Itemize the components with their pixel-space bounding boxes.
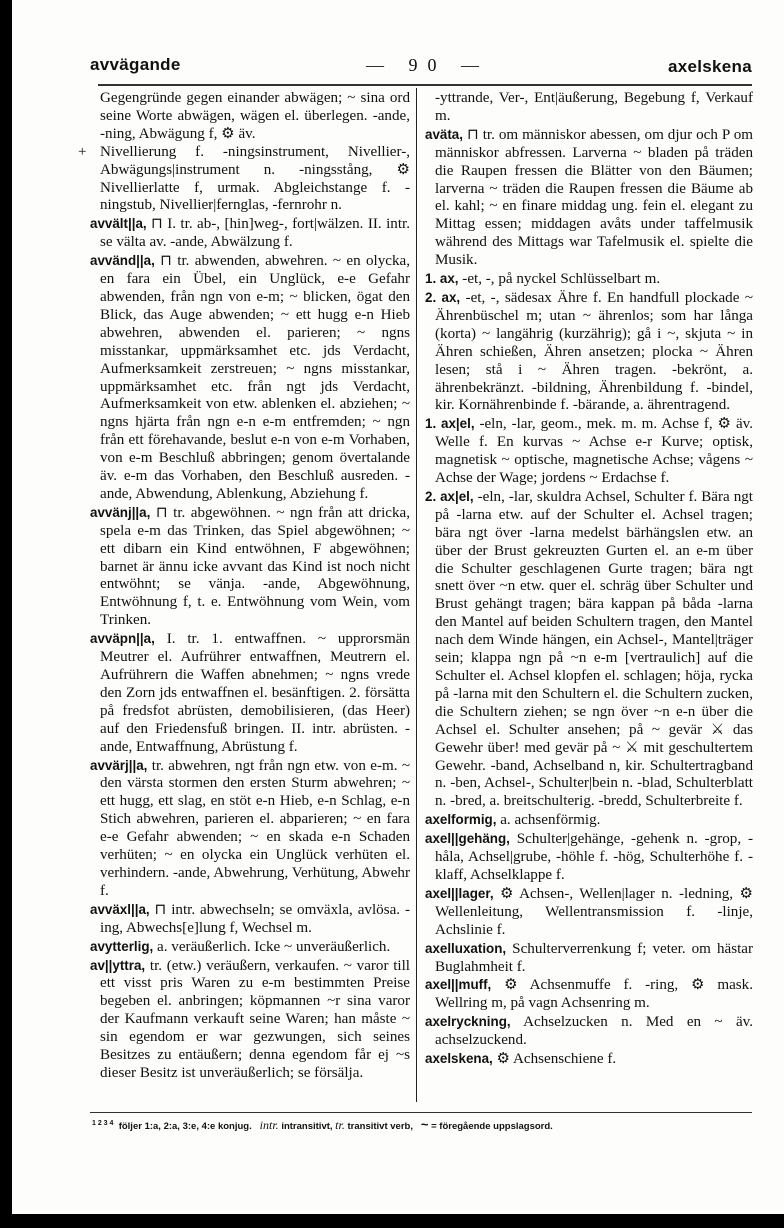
footer-rule (90, 1112, 752, 1113)
dictionary-entry (425, 830, 753, 885)
header-rule (98, 84, 752, 86)
entry-headword: axelluxation, (425, 940, 507, 956)
entry-headword: 1. ax|el, (425, 416, 475, 432)
dictionary-entry (425, 811, 753, 830)
entry-text: Nivellierung f. -ningsinstrument, Nivellier-, Abwägungs|instrument n. -ningsstång, ⚙ Nivellierlatte f, urmak. Abgleichstange f. -ningstub, Nivellier|fernglas, -fernrohr n. (100, 143, 410, 214)
entry-text: ⊓ I. tr. ab-, [hin]weg-, fort|wälzen. II. intr. se välta av. -ande, Abwälzung f. (100, 216, 410, 251)
dictionary-entry (425, 415, 753, 488)
dictionary-entry (425, 1050, 753, 1069)
dictionary-entry (90, 938, 410, 957)
dictionary-entry (425, 270, 753, 289)
entry-text: Gegengründe gegen einander abwägen; ~ sina ord seine Worte abwägen, wägen el. überlegen. -ande, -ning, Abwägung f, ⚙ äv. (100, 90, 410, 142)
entry-headword: avytterlig, (90, 938, 154, 954)
right-column (425, 90, 753, 1069)
right-guide-word: axelskena (668, 57, 752, 76)
entry-text: -eln, -lar, skuldra Achsel, Schulter f. Bära ngt på -larna etw. auf der Schulter el. Achsel tragen; bära ngt över -larna medelst bärhängslen etw. an über der Brust gekreuzten Gurten el. an e-m über die Schulter geschlagenen Gurte tragen; bära ngt snett över ~n etw. quer el. schräg über Schulter und Brust gehängt tragen; bära kappan på båda -larna den Mantel auf beiden Schultern tragen, den Mantel nach dem Winde hängen, ein Achsel-, Mantel|träger sein; klappa ngn på ~n e-m [vertraulich] auf die Schulter el. Achsel klopfen el. schlagen; höja, rycka på -larna mit den Schultern el. die Schultern zucken, die Schultern ziehen; se ngn över ~n e-n über die Achsel el. Schulter ansehen; på ~ gevär ⚔ das Gewehr über! med gevär på ~ ⚔ mit geschultertem Gewehr. -band, Achselband n, kir. Schultertragband n. -ben, Achsel-, Schulter|bein n. -blad, Schulterblatt n. -bred, a. breitschulterig. -bredd, Schulterbreite f. (435, 488, 753, 810)
dictionary-entry (425, 940, 753, 977)
entry-text: ⚙ Achsenschiene f. (496, 1051, 617, 1068)
dictionary-entry (90, 901, 410, 938)
dictionary-entry (425, 90, 753, 126)
entry-headword: avväxl||a, (90, 901, 150, 917)
entry-text: Achselzucken n. Med en ~ äv. achselzuckend. (435, 1014, 753, 1049)
tr-abbreviation: tr. (335, 1118, 345, 1132)
entry-text: Schulter|gehänge, -gehenk n. -grop, -håla, Achsel|grube, -höhle f. -hög, Schulterhöhe f. -klaff, Achselklappe f. (435, 831, 753, 883)
entry-text: ⚙ Achsen-, Wellen|lager n. -ledning, ⚙ Wellenleitung, Wellentransmission f. -linje, Achslinie f. (435, 885, 753, 938)
conjugation-note: följer 1:a, 2:a, 3:e, 4:e konjug. (118, 1121, 252, 1132)
entry-headword: avvärj||a, (90, 757, 148, 773)
dictionary-entry (90, 215, 410, 252)
dictionary-entry (425, 488, 753, 811)
dictionary-entry (425, 289, 753, 415)
entry-headword: 2. ax|el, (425, 488, 474, 504)
entry-headword: axel||lager, (425, 885, 494, 901)
dictionary-entry (90, 630, 410, 756)
entry-text: tr. (etw.) veräußern, verkaufen. ~ varor till ett visst pris Waren zu e-m bestimmten Preise begeben el. anbringen; köpmannen ~r sina varor der Kaufmann verkauft seine Waren; han måste ~ sin egendom er war gezwungen, sich seines Besitzes zu entäußern; denna egendom får ej ~s dieser Besitz ist unveräußerlich; se försälja. (100, 957, 411, 1081)
dictionary-entry (425, 976, 753, 1013)
entry-text: Schulterverrenkung f; veter. om hästar Buglahmheit f. (435, 940, 754, 975)
page-header (90, 55, 752, 81)
entry-headword: avväpn||a, (90, 631, 155, 647)
entry-headword: axelskena, (425, 1051, 493, 1067)
entry-text: ⊓ tr. abgewöhnen. ~ ngn från att dricka, spela e-m das Trinken, das Spiel abgewöhnen; ~ ett dibarn ein Kind entwöhnen, F abgewöhnen; barnet är ännu icke avvant das Kind ist noch nicht entwöhnt; se vänja. -ande, Abgewöhnung, Entwöhnung f, t. e. Entwöhnung vom Wein, vom Trinken. (100, 504, 410, 629)
entry-headword: avvält||a, (90, 216, 147, 232)
dictionary-entry (90, 252, 410, 504)
dictionary-entry (78, 143, 410, 216)
entry-headword: axel||muff, (425, 977, 492, 993)
dictionary-entry (425, 885, 753, 940)
left-column (78, 90, 411, 1083)
intr-meaning: intransitivt, (281, 1121, 333, 1132)
entry-headword: aväta, (425, 126, 463, 142)
tilde-icon: ~ (420, 1117, 429, 1132)
tilde-meaning: = föregående uppslagsord. (431, 1121, 553, 1132)
entry-text: -et, -, på nyckel Schlüsselbart m. (462, 271, 661, 288)
entry-headword: av||yttra, (90, 957, 146, 973)
entry-headword: avvänj||a, (90, 504, 151, 520)
page-number: — 90 — (366, 55, 489, 75)
entry-headword: avvänd||a, (90, 253, 155, 269)
plus-marker-icon: + (78, 143, 87, 160)
abbreviation-footer (92, 1117, 752, 1133)
entry-text: a. achsenförmig. (500, 812, 601, 829)
entry-text: I. tr. 1. entwaffnen. ~ upprorsmän Meutrer el. Aufrührer entwaffnen, Meutrern el. Aufrührern die Waffen abnehmen; ~ ngns vrede den Zorn jds entwaffnen el. besänftigen. 2. försätta på fredsfot abrüsten, demobilisieren, (das Heer) auf den Friedensfuß bringen. II. intr. abrüsten. -ande, Entwaffnung, Abrüstung f. (100, 631, 410, 755)
dictionary-entry (90, 90, 410, 144)
dictionary-entry (90, 757, 410, 901)
entry-text: -et, -, sädesax Ähre f. En handfull plockade ~ Ährenbüschel m; utan ~ ährenlos; som har långa (korta) ~ langährig (kurzährig); gå i ~, skjuta ~ in Ähren schießen, Ähren ansetzen; plocka ~ Ähren lesen; stå i ~ Ähren tragen. -bekrönt, a. ährenbekränzt. -bildning, Ährenbildung f. -bindel, kir. Kornährenbinde f. -bärande, a. ährentragend. (435, 289, 753, 414)
dictionary-entry (90, 957, 410, 1083)
entry-headword: axelryckning, (425, 1014, 511, 1030)
dictionary-entry (425, 126, 753, 270)
column-divider (416, 88, 417, 1102)
tr-meaning: transitivt verb, (347, 1121, 413, 1132)
entry-text: -eln, -lar, geom., mek. m. m. Achse f, ⚙ äv. Welle f. En kurvas ~ Achse e-r Kurve; optisk, magnetisk ~ optische, magnetische Achse; vågens ~ Achse der Wage; jordens ~ Erdachse f. (435, 416, 753, 487)
dictionary-entry (425, 1013, 753, 1050)
entry-text: tr. abwehren, ngt från ngn etw. von e-m. ~ den värsta stormen den ersten Sturm abwehren; ~ ett hugg, ett slag, en stöt e-n Hieb, e-n Schlag, e-n Stich abwehren, parieren el. abparieren; ~ en fara e-e Gefahr abwenden; ~ en skada e-n Schaden verhüten; ~ en olycka ein Unglück verhüten el. verhindern. -ande, Abwehrung, Verhütung, Abwehr f. (100, 757, 410, 899)
entry-headword: 2. ax, (425, 289, 461, 305)
entry-text: -yttrande, Ver-, Ent|äußerung, Begebung f, Verkauf m. (435, 90, 753, 124)
entry-text: ⚙ Achsenmuffe f. -ring, ⚙ mask. Wellring m, på vagn Achsenring m. (435, 977, 753, 1012)
dictionary-entry (90, 504, 410, 630)
entry-headword: axelformig, (425, 812, 497, 828)
entry-text: ⊓ tr. abwenden, abwehren. ~ en olycka, en fara ein Übel, ein Unglück, e-e Gefahr abwenden, från ngn von e-m; ~ blicken, ögat den Blick, das Auge abwenden; ~ ett hugg e-n Hieb abwehren, abwenden el. parieren; ~ ngns misstankar, uppmärksamhet etc. jds Verdacht, Aufmerksamkeit zerstreuen; ~ ngns misstankar, uppmärksamhet etc. från ngt jds Verdacht, Aufmerksamkeit von etw. ablenken el. abziehen; ~ ngns hjärta från ngn e-n e-m entfremden; ~ ngn från ett förehavande, beslut e-n von e-m Vorhaben, von e-m Beschluß abbringen; genom övertalande äv. e-m das Vorhaben, den Beschluß ausreden. -ande, Abwendung, Ablenkung, Abziehung f. (100, 253, 410, 502)
entry-text: ⊓ intr. abwechseln; se omväxla, avlösa. -ing, Abwechs[e]lung f, Wechsel m. (100, 901, 410, 936)
entry-text: ⊓ tr. om människor abessen, om djur och P om människor abfressen. Larverna ~ bladen på träden die Raupen fressen die Blätter von den Bäumen; larverna ~ träden die Raupen fressen die Bäume ab el. kahl; ~ en finare middag ung. fein el. elegant zu Mittag essen; middagen avåts under taffelmusik während des Mittags war Tafelmusik el. spielte die Musik. (435, 126, 753, 269)
intr-abbreviation: intr. (259, 1118, 279, 1132)
conjugation-superscripts: 1 2 3 4 (92, 1119, 114, 1127)
entry-headword: axel||gehäng, (425, 831, 510, 847)
entry-text: a. veräußerlich. Icke ~ unveräußerlich. (157, 938, 391, 955)
left-guide-word: avvägande (90, 55, 181, 74)
entry-headword: 1. ax, (425, 271, 459, 287)
